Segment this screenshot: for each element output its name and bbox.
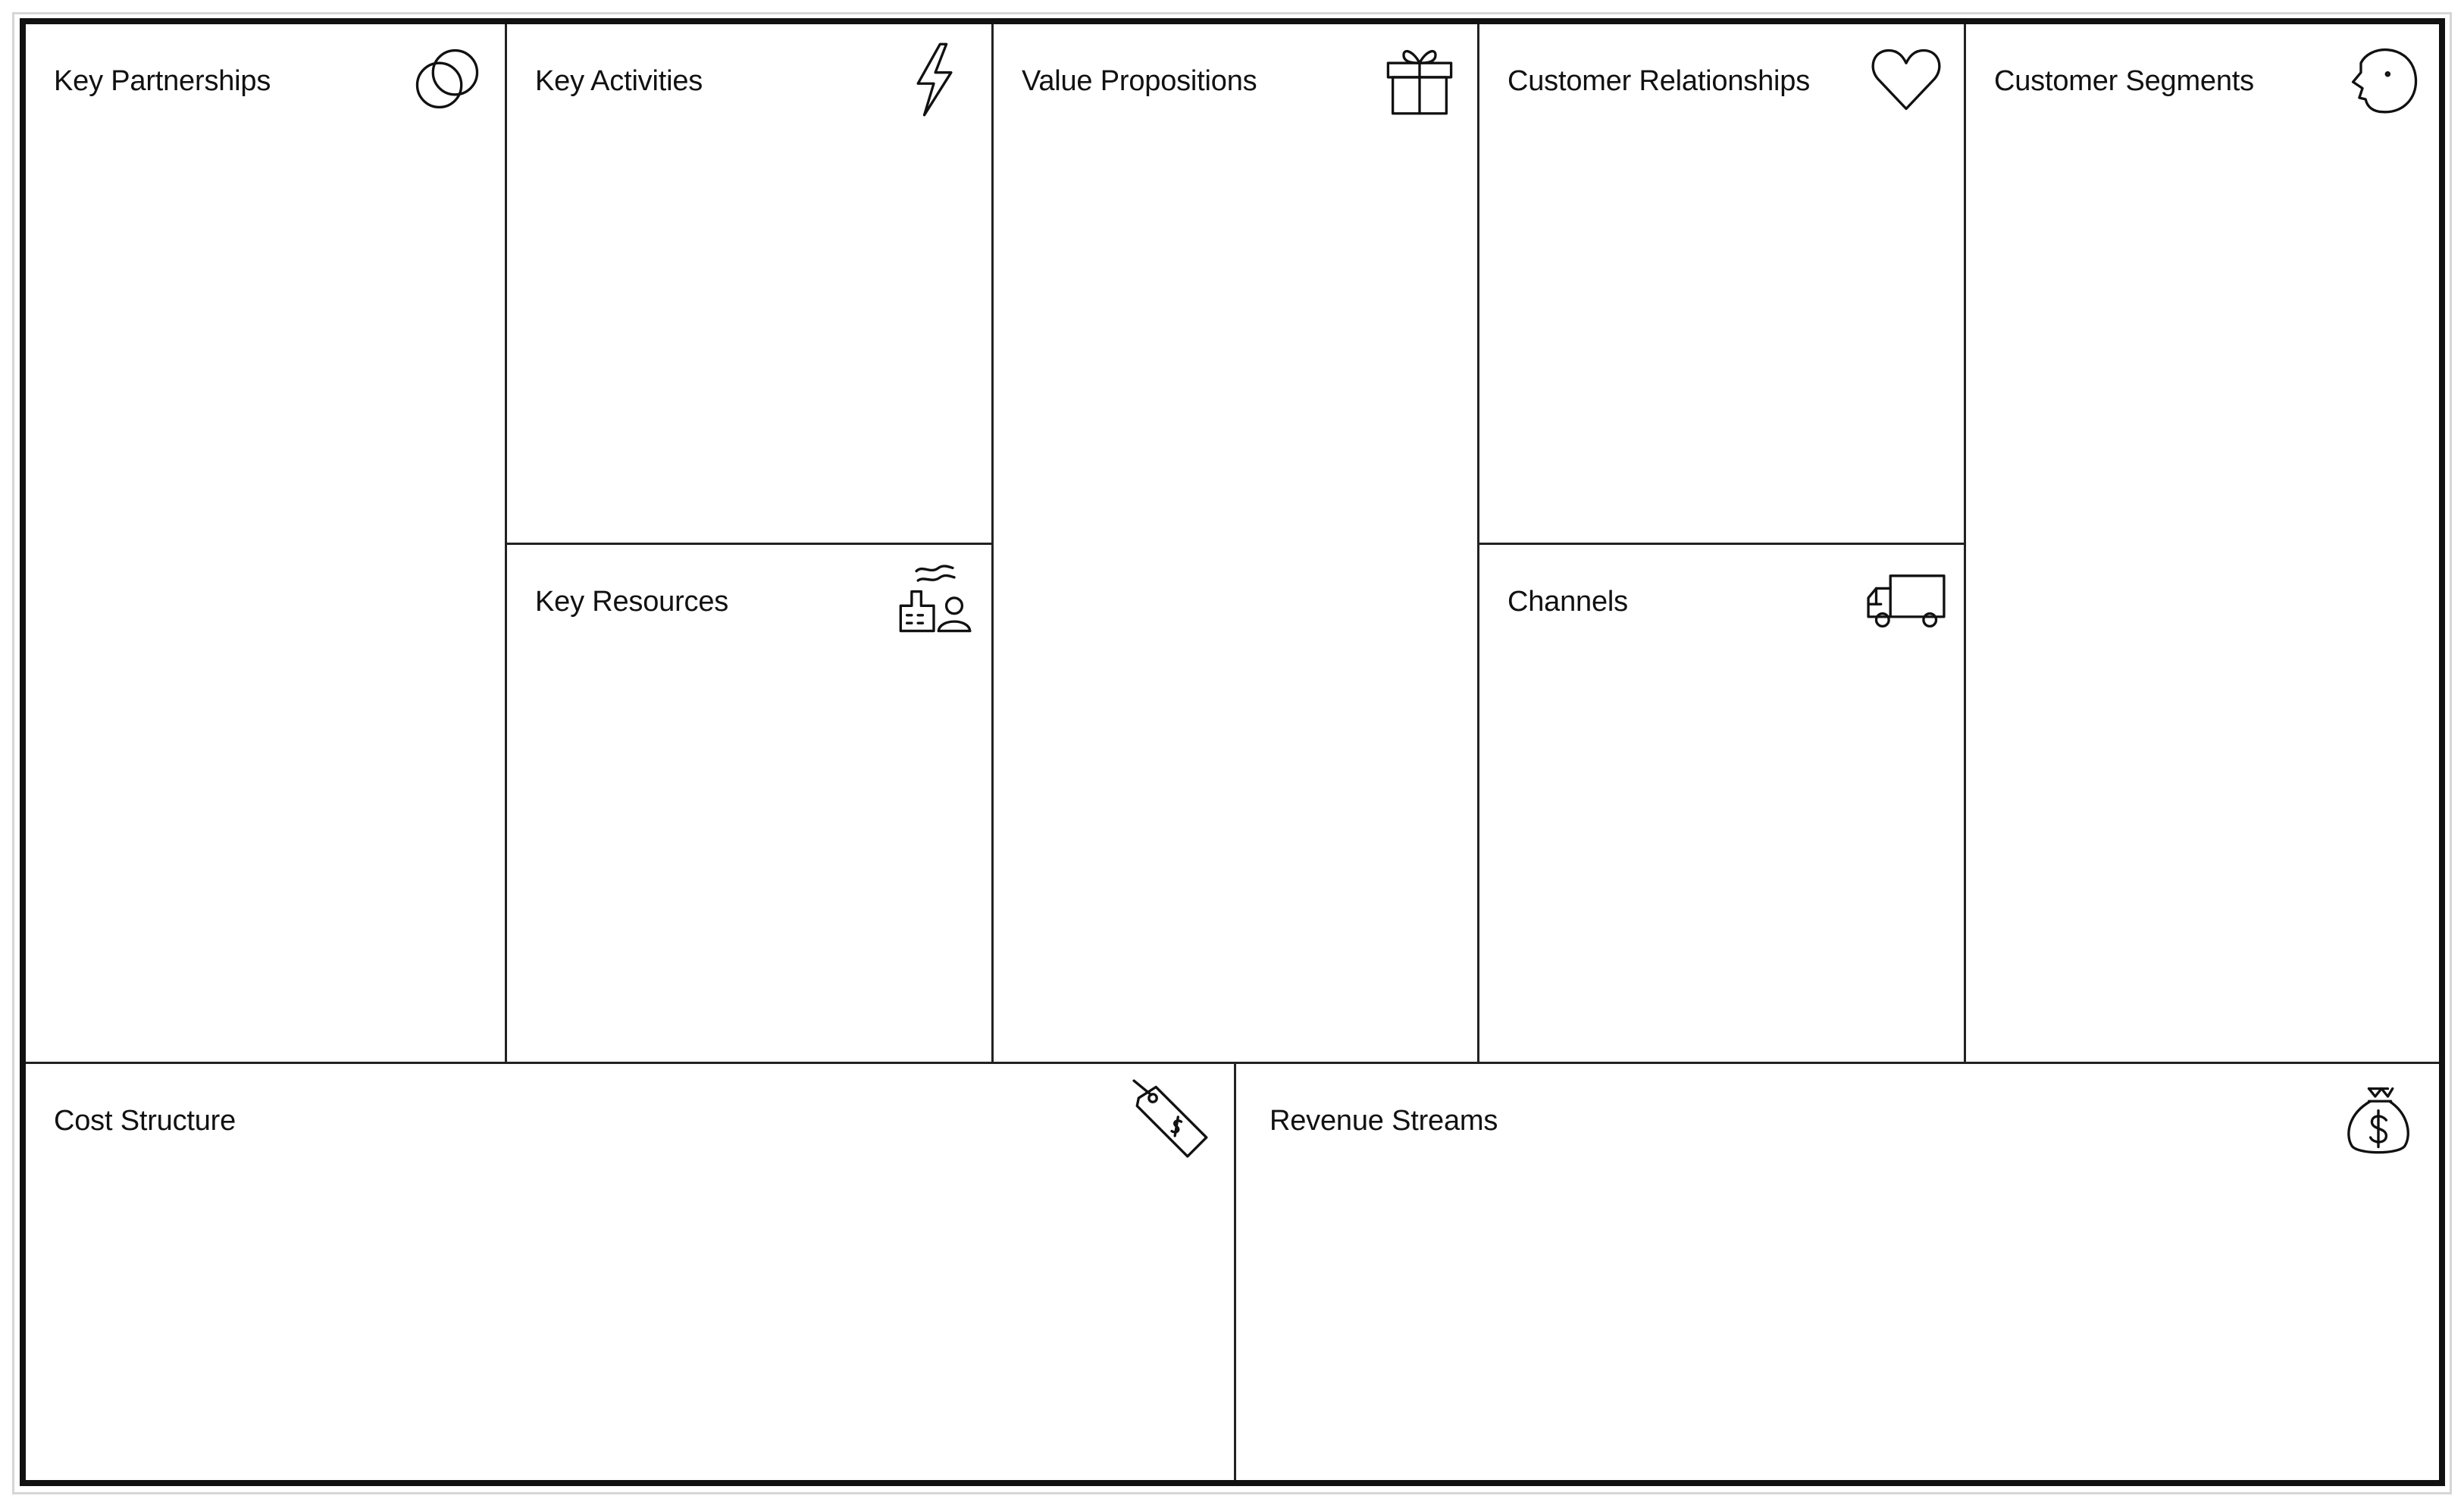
customer-segments-block[interactable] — [1966, 24, 2439, 1062]
cost-structure-block[interactable] — [26, 1064, 1234, 1480]
price-tag-icon — [1132, 1079, 1211, 1158]
revenue-streams-title: Revenue Streams — [1270, 1105, 1498, 1137]
revenue-streams-block[interactable] — [1236, 1064, 2439, 1480]
money-bag-icon — [2339, 1079, 2418, 1158]
key-resources-title: Key Resources — [535, 586, 729, 618]
channels-title: Channels — [1508, 586, 1628, 618]
customer-segments-title: Customer Segments — [1994, 65, 2254, 97]
customer-relationships-block[interactable] — [1479, 24, 1964, 543]
customer-relationships-title: Customer Relationships — [1508, 65, 1810, 97]
key-resources-block[interactable] — [507, 545, 991, 1062]
truck-icon — [1867, 560, 1946, 639]
face-profile-icon — [2342, 39, 2421, 118]
value-propositions-title: Value Propositions — [1022, 65, 1257, 97]
cost-structure-title: Cost Structure — [54, 1105, 236, 1137]
business-model-canvas — [20, 18, 2445, 1486]
factory-person-icon — [894, 560, 973, 639]
key-partnerships-title: Key Partnerships — [54, 65, 271, 97]
value-propositions-block[interactable] — [994, 24, 1477, 1062]
gift-icon — [1380, 39, 1459, 118]
key-activities-block[interactable] — [507, 24, 991, 543]
link-icon — [408, 39, 487, 118]
key-partnerships-block[interactable] — [26, 24, 505, 1062]
heart-icon — [1867, 39, 1946, 118]
key-activities-title: Key Activities — [535, 65, 703, 97]
channels-block[interactable] — [1479, 545, 1964, 1062]
lightning-icon — [894, 39, 973, 118]
